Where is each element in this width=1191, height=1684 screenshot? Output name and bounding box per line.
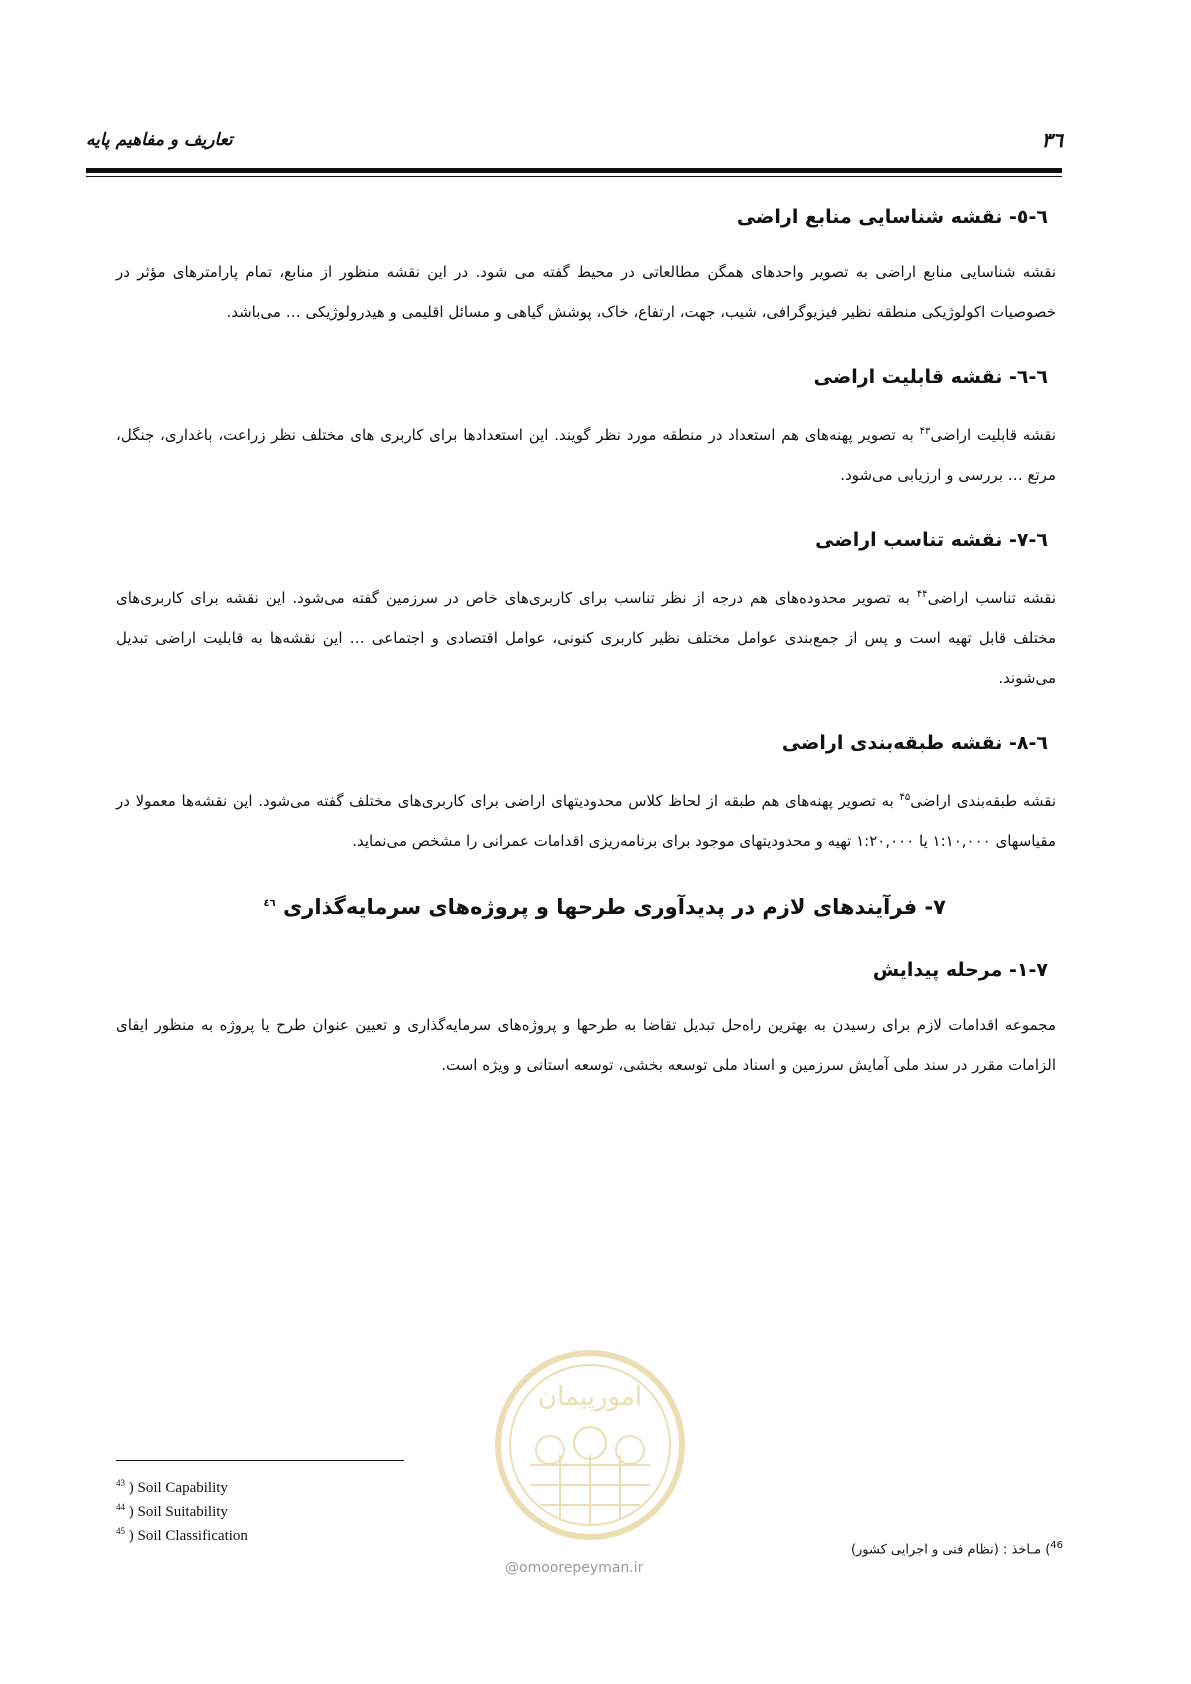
header-rule-thick	[86, 168, 1062, 173]
footnote-ref[interactable]: ۴۵	[899, 792, 911, 803]
running-header-title: تعاریف و مفاهیم پایه	[86, 130, 233, 150]
footnote-number: 46	[1050, 1540, 1063, 1551]
watermark-logo-icon	[490, 1345, 690, 1545]
footnote-text: ) Soil Classification	[125, 1528, 248, 1544]
footnote-ref[interactable]: ۴۴	[916, 589, 928, 600]
header-rule-thin	[86, 176, 1062, 177]
body-text: به تصویر محدوده‌های هم درجه از نظر تناسب برای کاربری‌های خاص در سرزمین گفته می‌شود. این نقشه برای کاربری‌های مختلف قابل تهیه است و پس از جمع‌بندی عوامل مختلف نظیر کاربری کنونی، عوامل اقتصادی و اجتماعی … این نقشه‌ها به قابلیت اراضی تبدیل می‌شوند.	[116, 589, 1056, 687]
footnote-item	[116, 1498, 248, 1522]
footnote-item	[116, 1522, 248, 1546]
chapter-heading-text: ٧- فرآیندهای لازم در پدیدآوری طرحها و پروژه‌های سرمایه‌گذاری	[283, 895, 946, 919]
footnote-ref[interactable]: ٤٦	[263, 898, 276, 909]
section-body	[116, 575, 1056, 698]
footnote-number: 44	[116, 1502, 125, 1512]
watermark-logo-text: امورپیمان	[537, 1382, 643, 1412]
footnote-text: ) Soil Capability	[125, 1480, 228, 1496]
footnote-ref[interactable]: ۴۳	[919, 426, 931, 437]
section-heading: ٦-٥- نقشه شناسایی منابع اراضی	[736, 206, 1048, 228]
footnote-number: 45	[116, 1526, 125, 1536]
chapter-heading	[116, 895, 1056, 919]
section-heading: ٦-٧- نقشه تناسب اراضی	[815, 529, 1048, 551]
page-content	[116, 206, 1056, 1119]
section-body: نقشه شناسایی منابع اراضی به تصویر واحدهای همگن مطالعاتی در محیط گفته می شود. در این نقشه منظور از منابع، تمام پارامترهای مؤثر در خصوصیات اکولوژیکی منطقه نظیر فیزیوگرافی، شیب، جهت، ارتفاع، خاک، پوشش گیاهی و مسائل اقلیمی و هیدرولوژیکی … می‌باشد.	[116, 263, 1056, 321]
page-number: ۳٦	[1041, 128, 1063, 152]
footnote-source	[851, 1540, 1063, 1557]
body-text: نقشه طبقه‌بندی اراضی	[910, 792, 1056, 810]
footnote-text: ) Soil Suitability	[125, 1504, 228, 1520]
body-text: به تصویر پهنه‌های هم طبقه از لحاظ کلاس محدودیتهای اراضی برای کاربری‌های مختلف گفته می‌شود. این نقشه‌ها معمولا در مقیاسهای ۱:۱۰,۰۰۰ یا ۱:۲۰,۰۰۰ تهیه و محدودیتهای موجود برای برنامه‌ریزی اقدامات عمرانی را مشخص می‌نماید.	[116, 792, 1056, 850]
section-heading: ٦-٦- نقشه قابلیت اراضی	[813, 366, 1048, 388]
footnote-number: 43	[116, 1478, 125, 1488]
section-body	[116, 412, 1056, 495]
watermark-url: @omoorepeyman.ir	[505, 1560, 644, 1576]
footnote-list	[116, 1474, 248, 1546]
section-body	[116, 778, 1056, 861]
body-text: نقشه تناسب اراضی	[927, 589, 1057, 607]
subsection-body: مجموعه اقدامات لازم برای رسیدن به بهترین راه‌حل تبدیل تقاضا به طرحها و پروژه‌های سرمایه‌گذاری و تعیین عنوان طرح یا پروژه به منظور ایفای الزامات مقرر در سند ملی آمایش سرزمین و اسناد ملی توسعه بخشی، توسعه استانی و ویژه است.	[116, 1016, 1056, 1074]
footnote-item	[116, 1474, 248, 1498]
subsection-heading: ٧-١- مرحله پیدایش	[872, 959, 1048, 981]
body-text: نقشه قابلیت اراضی	[930, 426, 1056, 444]
section-heading: ٦-٨- نقشه طبقه‌بندی اراضی	[781, 732, 1048, 754]
body-text: به تصویر پهنه‌های هم استعداد در منطقه مورد نظر گویند. این استعدادها برای کاربری های مختلف نظر زراعت، باغداری، جنگل، مرتع … بررسی و ارزیابی می‌شود.	[116, 426, 1056, 484]
footnote-text: ) مـاخذ : (نظام فنی و اجرایی کشور)	[850, 1542, 1051, 1558]
footnote-rule	[116, 1460, 404, 1461]
